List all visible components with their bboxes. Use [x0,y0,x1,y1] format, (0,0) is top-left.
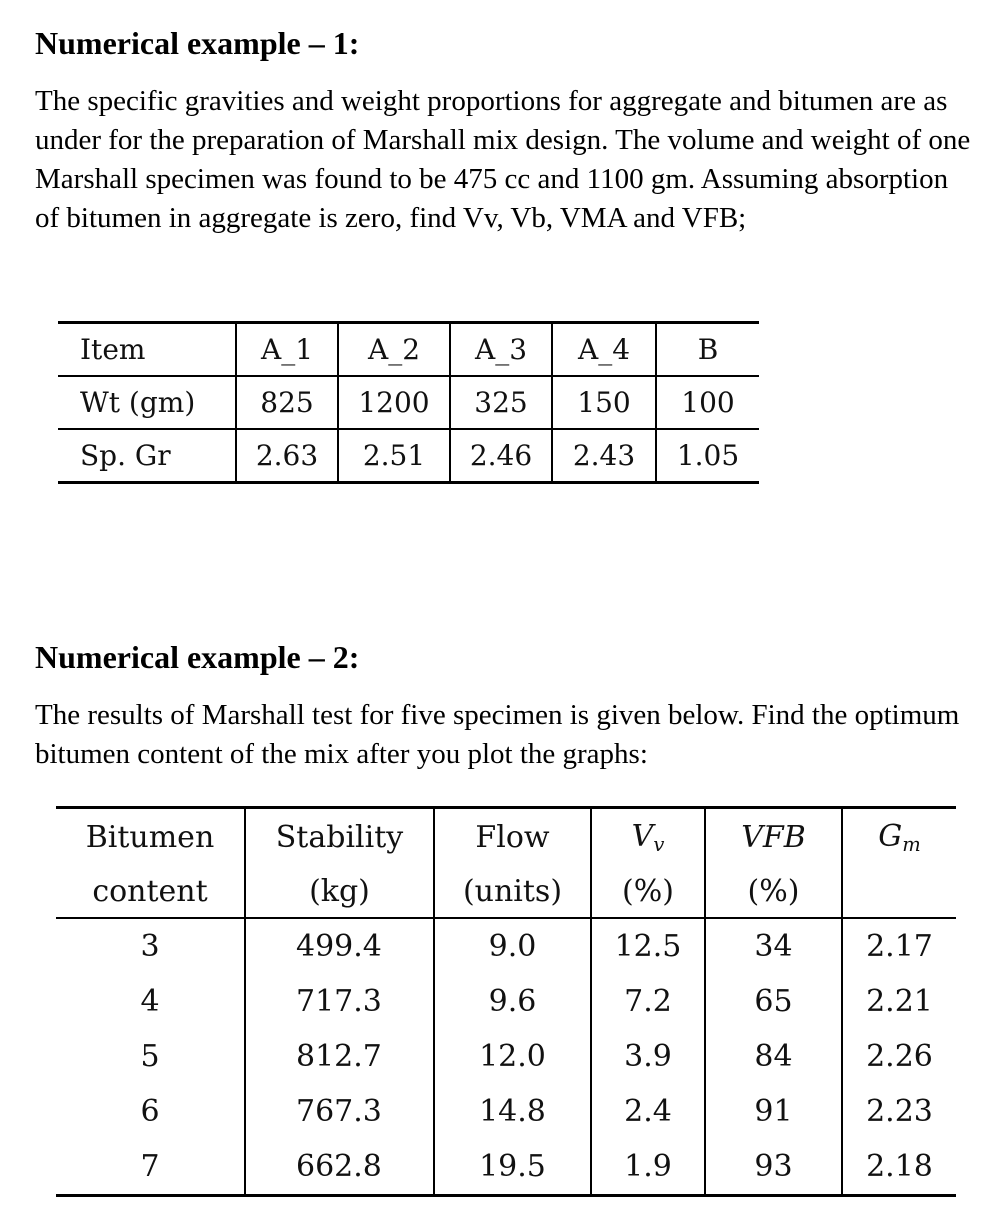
header-stability-units: (kg) [245,865,434,918]
vv-cell: 7.2 [591,974,705,1029]
table-row [56,1139,956,1196]
stability-cell: 717.3 [245,974,434,1029]
specific-gravity-cell: 1.05 [656,429,759,483]
vfb-cell: 34 [705,918,842,974]
example-2-heading: Numerical example – 2: [35,639,360,675]
table-row [56,974,956,1029]
table-row [56,1084,956,1139]
header-bitumen: Bitumen [85,819,215,855]
flow-cell: 9.6 [434,974,591,1029]
specific-gravity-cell: 2.51 [338,429,450,483]
stability-cell: 499.4 [245,918,434,974]
vfb-cell: 91 [705,1084,842,1139]
vv-cell: 1.9 [591,1139,705,1196]
example-1-heading: Numerical example – 1: [35,25,360,61]
weight-cell: 825 [236,376,338,429]
stability-cell: 767.3 [245,1084,434,1139]
bitumen-cell: 6 [140,1094,160,1129]
specific-gravity-cell: 2.63 [236,429,338,483]
column-header: B [656,323,759,377]
weight-cell: 150 [552,376,656,429]
item-row [58,323,759,377]
header-stability: Stability [245,808,434,866]
bitumen-cell: 4 [140,984,160,1019]
column-header: A_3 [450,323,552,377]
vfb-cell: 84 [705,1029,842,1084]
specific-gravity-label: Sp. Gr [58,429,236,483]
header-vv: $V_v$ [591,808,705,866]
bitumen-cell: 5 [140,1039,160,1074]
gm-cell: 2.18 [842,1139,956,1196]
header-gm: $G_m$ [842,808,956,866]
stability-cell: 662.8 [245,1139,434,1196]
header-flow-units: (units) [434,865,591,918]
example-2-problem-text: The results of Marshall test for five specimen is given below. Find the optimum bitumen content of the mix after you plot the graphs: [35,699,960,770]
flow-cell: 14.8 [434,1084,591,1139]
gm-cell: 2.23 [842,1084,956,1139]
weight-row [58,376,759,429]
vfb-cell: 93 [705,1139,842,1196]
header-row-units [56,865,956,918]
header-vfb: VFB [705,808,842,866]
column-header: A_4 [552,323,656,377]
weight-cell: 1200 [338,376,450,429]
vv-cell: 2.4 [591,1084,705,1139]
header-vv-units: (%) [591,865,705,918]
header-flow: Flow [434,808,591,866]
bitumen-cell: 7 [140,1149,160,1184]
table-row [56,1029,956,1084]
stability-cell: 812.7 [245,1029,434,1084]
header-gm-units [842,865,956,918]
bitumen-cell: 3 [140,929,160,964]
header-row [56,808,956,866]
column-header: A_2 [338,323,450,377]
item-label: Item [80,333,146,366]
specific-gravity-cell: 2.46 [450,429,552,483]
gm-cell: 2.21 [842,974,956,1029]
column-header: A_1 [236,323,338,377]
specific-gravity-cell: 2.43 [552,429,656,483]
weight-label: Wt (gm) [58,376,236,429]
weight-cell: 100 [656,376,759,429]
weight-cell: 325 [450,376,552,429]
gm-cell: 2.17 [842,918,956,974]
table-row [56,918,956,974]
example-1-table [58,321,759,484]
flow-cell: 19.5 [434,1139,591,1196]
flow-cell: 12.0 [434,1029,591,1084]
example-1-problem-text: The specific gravities and weight proportions for aggregate and bitumen are as under for the preparation of Marshall mix design. The volume and weight of one Marshall specimen was found to be 475 cc and 1100 gm. Assuming absorption of bitumen in aggregate is zero, find Vv, Vb, VMA and VFB; [35,85,971,234]
header-vfb-units: (%) [705,865,842,918]
vv-cell: 3.9 [591,1029,705,1084]
flow-cell: 9.0 [434,918,591,974]
header-bitumen-units: content [56,865,245,918]
vv-cell: 12.5 [591,918,705,974]
specific-gravity-row [58,429,759,483]
gm-cell: 2.26 [842,1029,956,1084]
example-2-table [56,806,956,1197]
vfb-cell: 65 [705,974,842,1029]
